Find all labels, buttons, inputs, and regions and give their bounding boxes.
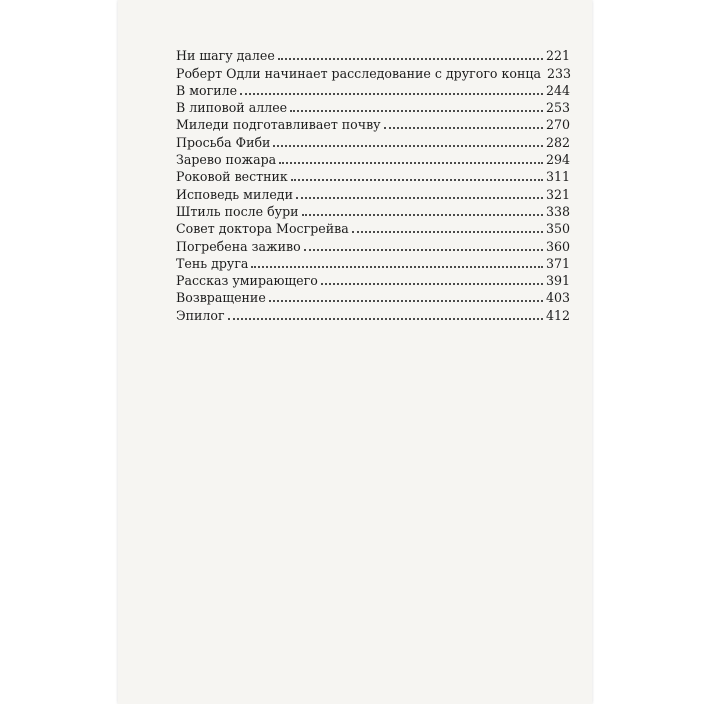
toc-entry xyxy=(176,184,570,201)
toc-entry xyxy=(176,81,570,98)
toc-entry xyxy=(176,202,570,219)
toc-entry xyxy=(176,63,570,80)
toc-entry xyxy=(176,254,570,271)
toc-entry xyxy=(176,236,570,253)
dot-leader xyxy=(304,249,543,251)
toc-entry xyxy=(176,150,570,167)
dot-leader xyxy=(296,197,543,199)
dot-leader xyxy=(278,58,543,60)
toc-entry-page-number: 403 xyxy=(545,290,570,306)
toc-entry xyxy=(176,305,570,322)
toc-entry-title: Погребена заживо xyxy=(176,238,301,254)
dot-leader xyxy=(321,283,543,285)
toc-entry xyxy=(176,98,570,115)
toc-entry xyxy=(176,132,570,149)
toc-entry-page-number: 321 xyxy=(545,186,570,202)
toc-entry xyxy=(176,115,570,132)
toc-entry-title: Просьба Фиби xyxy=(176,134,271,150)
toc-entry-page-number: 360 xyxy=(545,238,570,254)
toc-entry-title: Ни шагу далее xyxy=(176,48,275,64)
toc-entry-title: Совет доктора Мосгрейва xyxy=(176,221,349,237)
toc-entry-page-number: 221 xyxy=(545,48,570,64)
dot-leader xyxy=(279,162,543,164)
dot-leader xyxy=(269,300,543,302)
dot-leader xyxy=(302,214,543,216)
toc-entry-page-number: 233 xyxy=(546,65,572,81)
toc-entry-title: Роковой вестник xyxy=(176,169,288,185)
dot-leader xyxy=(240,93,543,95)
toc-entry xyxy=(176,219,570,236)
toc-entry-title: Миледи подготавливает почву xyxy=(176,117,381,133)
toc-entry-title: Эпилог xyxy=(176,307,225,323)
toc-entry xyxy=(176,46,570,63)
toc-entry-page-number: 270 xyxy=(545,117,570,133)
toc-entry-title: Зарево пожара xyxy=(176,152,277,168)
dot-leader xyxy=(251,266,543,268)
toc-entry xyxy=(176,288,570,305)
toc-entry-title: Тень друга xyxy=(176,255,249,271)
toc-entry-page-number: 282 xyxy=(545,134,570,150)
toc-entry-title: Исповедь миледи xyxy=(176,186,293,202)
toc-entry xyxy=(176,167,570,184)
toc-entry-page-number: 244 xyxy=(545,82,570,98)
toc-entry-title: Штиль после бури xyxy=(176,203,299,219)
dot-leader xyxy=(273,145,543,147)
dot-leader xyxy=(352,231,543,233)
toc-entry-page-number: 391 xyxy=(545,273,570,289)
toc-entry-title: В могиле xyxy=(176,82,238,98)
dot-leader xyxy=(291,179,543,181)
toc-entry-title: Роберт Одли начинает расследование с другого конца xyxy=(176,65,541,81)
toc-entry-page-number: 412 xyxy=(545,307,570,323)
toc-entry-page-number: 294 xyxy=(545,152,570,168)
toc-entry-page-number: 253 xyxy=(545,100,570,116)
toc-entry-page-number: 311 xyxy=(545,169,570,185)
dot-leader xyxy=(290,110,543,112)
dot-leader xyxy=(228,318,543,320)
toc-entry-page-number: 350 xyxy=(545,221,570,237)
toc-entry xyxy=(176,271,570,288)
table-of-contents xyxy=(176,46,570,323)
toc-entry-title: Возвращение xyxy=(176,290,266,306)
toc-entry-title: В липовой аллее xyxy=(176,100,288,116)
toc-entry-page-number: 338 xyxy=(545,203,570,219)
toc-entry-title: Рассказ умирающего xyxy=(176,273,318,289)
toc-entry-page-number: 371 xyxy=(545,255,570,271)
dot-leader xyxy=(384,127,543,129)
